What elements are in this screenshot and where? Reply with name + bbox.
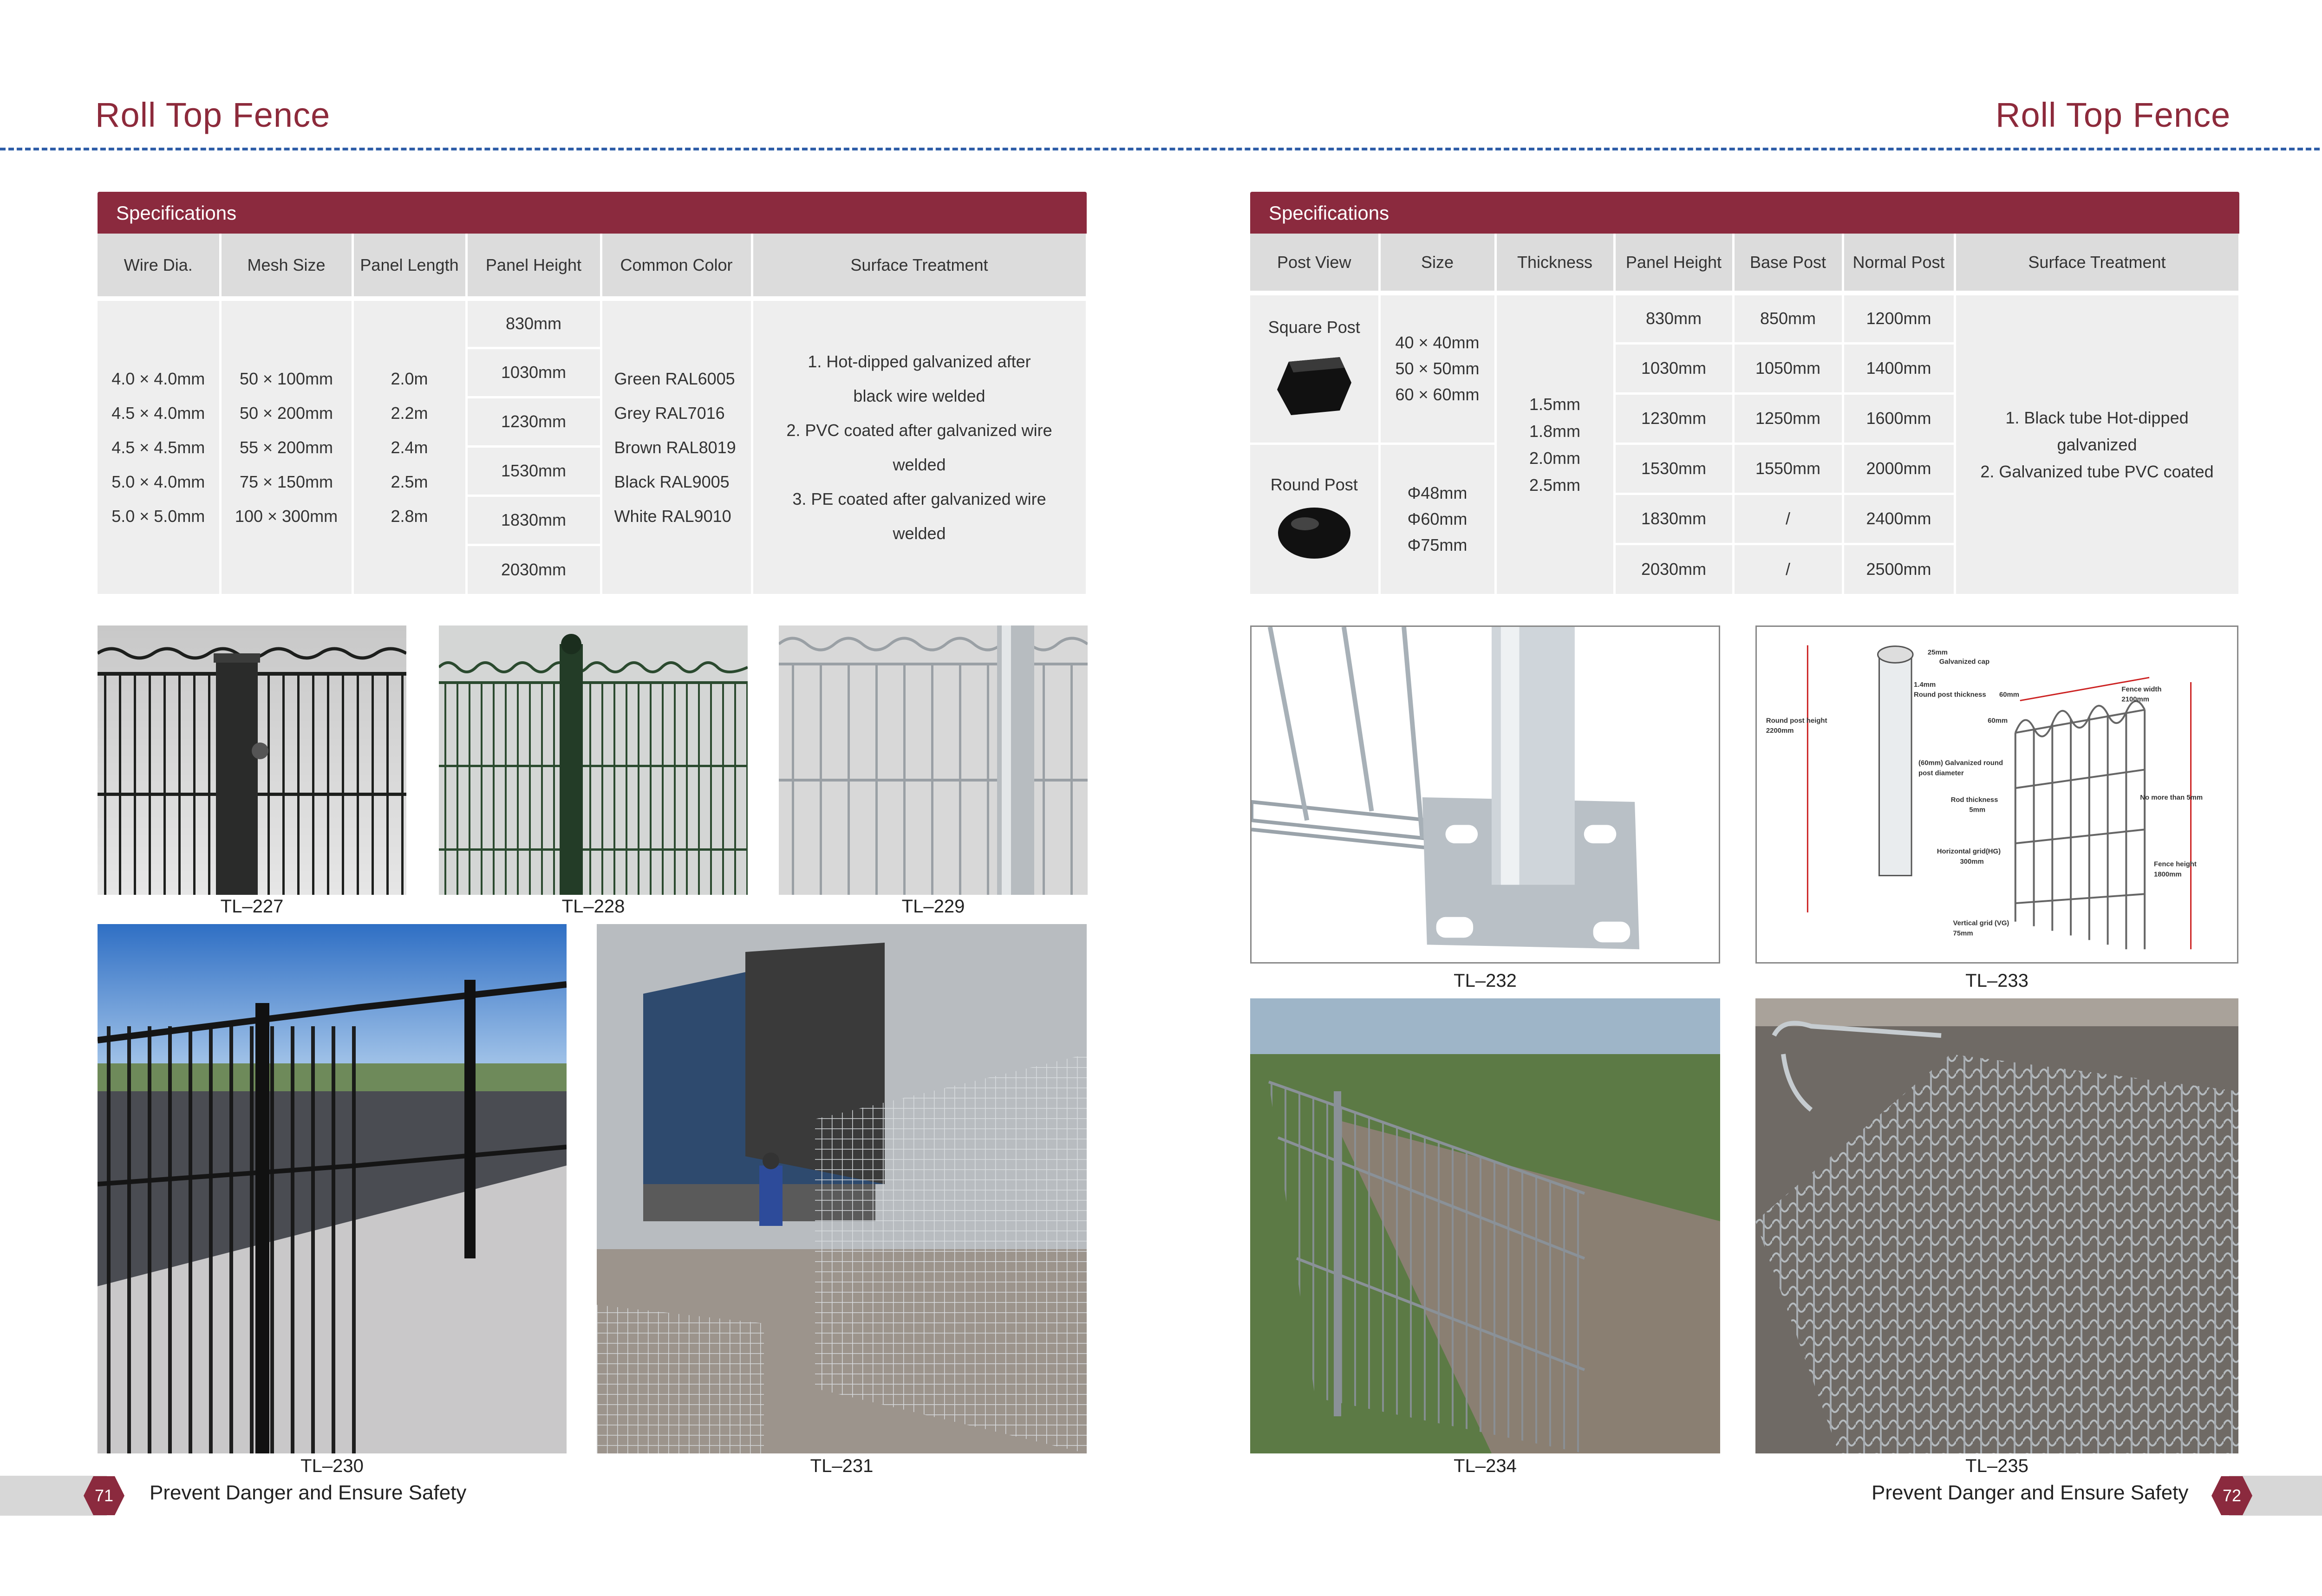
surface-treatment-line: welded [893, 455, 946, 474]
diagram-label: Fence width [2121, 685, 2162, 693]
base-post-value: 1250mm [1733, 393, 1843, 443]
panel-length-value: 2.4m [391, 437, 428, 457]
normal-post-value: 1200mm [1843, 293, 1955, 343]
panel-height-value: 830mm [466, 299, 601, 348]
panel-height-value: 1830mm [1614, 494, 1733, 544]
surface-treatment-line: 1. Black tube Hot-dipped [2005, 408, 2189, 427]
panel-length-value: 2.0m [391, 369, 428, 388]
common-color-value: Grey RAL7016 [614, 403, 725, 423]
fence-photo-tl231 [597, 924, 1087, 1453]
diagram-label: Horizontal grid(HG) [1937, 847, 2001, 855]
left-page-title: Roll Top Fence [95, 96, 331, 134]
caption-tl235: TL–235 [1965, 1456, 2028, 1476]
header-panel-height: Panel Height [1614, 234, 1733, 293]
square-size-cell [1379, 293, 1495, 443]
header-divider [0, 148, 2322, 150]
thickness-value: 2.5mm [1529, 475, 1581, 495]
square-post-label: Square Post [1268, 318, 1360, 337]
header-panel-length: Panel Length [352, 234, 466, 299]
caption-tl228: TL–228 [561, 896, 625, 917]
panel-height-value: 1830mm [466, 495, 601, 545]
common-color-value: Green RAL6005 [614, 369, 735, 388]
caption-tl230: TL–230 [300, 1456, 364, 1476]
header-mesh-size: Mesh Size [220, 234, 352, 299]
caption-tl227: TL–227 [220, 896, 284, 917]
diagram-label: post diameter [1918, 769, 1964, 777]
surface-treatment-line: 3. PE coated after galvanized wire [792, 489, 1046, 508]
mesh-size-value: 55 × 200mm [239, 437, 333, 457]
caption-tl229: TL–229 [901, 896, 965, 917]
left-footer-text: Prevent Danger and Ensure Safety [150, 1481, 467, 1504]
panel-height-value: 1030mm [1614, 343, 1733, 393]
round-size-value: Φ48mm [1407, 483, 1468, 503]
panel-length-cell [352, 299, 466, 594]
common-color-value: White RAL9010 [614, 506, 731, 526]
right-spec-header: Specifications [1250, 192, 2239, 234]
fence-photo-tl230 [98, 924, 567, 1453]
wire-dia-cell [98, 299, 220, 594]
panel-height-value: 1530mm [1614, 443, 1733, 494]
square-size-value: 50 × 50mm [1395, 359, 1480, 378]
header-panel-height: Panel Height [466, 234, 601, 299]
header-size: Size [1379, 234, 1495, 293]
diagram-label: Rod thickness [1950, 796, 1998, 804]
thickness-value: 2.0mm [1529, 448, 1581, 468]
square-size-value: 60 × 60mm [1395, 385, 1480, 404]
diagram-label: 1800mm [2154, 871, 2182, 879]
surface-treatment-line: black wire welded [853, 386, 985, 405]
normal-post-value: 2000mm [1843, 443, 1955, 494]
square-post-icon [1270, 345, 1358, 420]
caption-tl232: TL–232 [1454, 971, 1517, 991]
common-color-value: Brown RAL8019 [614, 437, 736, 457]
header-surface-treatment: Surface Treatment [752, 234, 1087, 299]
header-common-color: Common Color [601, 234, 752, 299]
round-post-icon [1272, 503, 1356, 563]
right-page-number [2211, 1474, 2253, 1517]
panel-height-value: 2030mm [466, 545, 601, 594]
diagram-label: 2200mm [1766, 727, 1794, 735]
wire-dia-value: 4.5 × 4.0mm [111, 403, 205, 423]
mesh-size-cell [220, 299, 352, 594]
normal-post-value: 2500mm [1843, 544, 1955, 594]
header-wire-dia: Wire Dia. [98, 234, 220, 299]
right-footer-text: Prevent Danger and Ensure Safety [1872, 1481, 2189, 1504]
surface-treatment-line: galvanized [2057, 435, 2137, 454]
thickness-cell [1495, 293, 1614, 594]
base-post-value: 1050mm [1733, 343, 1843, 393]
common-color-value: Black RAL9005 [614, 472, 730, 491]
caption-tl231: TL–231 [810, 1456, 874, 1476]
diagram-label: 25mm [1927, 649, 1948, 657]
thickness-value: 1.5mm [1529, 394, 1581, 414]
diagram-label: 5mm [1969, 806, 1986, 814]
diagram-label: Round post height [1766, 717, 1827, 725]
surface-treatment-line: welded [893, 523, 946, 543]
panel-length-value: 2.8m [391, 506, 428, 526]
fence-photo-tl228 [439, 625, 748, 895]
normal-post-value: 2400mm [1843, 494, 1955, 544]
diagram-label: (60mm) Galvanized round [1918, 759, 2003, 767]
header-thickness: Thickness [1495, 234, 1614, 293]
diagram-label: Vertical grid (VG) [1953, 919, 2009, 927]
header-post-view: Post View [1250, 234, 1379, 293]
panel-length-value: 2.2m [391, 403, 428, 423]
diagram-label: Round post thickness [1914, 691, 1986, 699]
round-post-cell [1250, 443, 1379, 594]
right-spec-table [1250, 234, 2241, 594]
round-size-cell [1379, 443, 1495, 594]
left-page-number [83, 1474, 125, 1517]
mesh-size-value: 50 × 200mm [239, 403, 333, 423]
common-color-cell [601, 299, 752, 594]
left-spec-header: Specifications [98, 192, 1087, 234]
base-post-value: 1550mm [1733, 443, 1843, 494]
diagram-label: 300mm [1960, 858, 1984, 866]
wire-dia-value: 5.0 × 4.0mm [111, 472, 205, 491]
panel-height-value: 2030mm [1614, 544, 1733, 594]
fence-photo-tl234 [1250, 998, 1720, 1453]
round-post-label: Round Post [1270, 475, 1358, 495]
diagram-label: 1.4mm [1914, 681, 1936, 689]
caption-tl234: TL–234 [1454, 1456, 1517, 1476]
fence-photo-tl227 [98, 625, 406, 895]
panel-height-value: 830mm [1614, 293, 1733, 343]
square-size-value: 40 × 40mm [1395, 333, 1480, 352]
diagram-label: 60mm [1988, 717, 2008, 725]
wire-dia-value: 4.5 × 4.5mm [111, 437, 205, 457]
square-post-cell [1250, 293, 1379, 443]
diagram-label: Fence height [2154, 860, 2197, 868]
right-page-title: Roll Top Fence [1996, 96, 2231, 134]
panel-height-value: 1230mm [1614, 393, 1733, 443]
diagram-label: 75mm [1953, 930, 1973, 938]
round-size-value: Φ60mm [1407, 509, 1468, 529]
base-post-value: / [1733, 494, 1843, 544]
header-normal-post: Normal Post [1843, 234, 1955, 293]
base-post-value: 850mm [1733, 293, 1843, 343]
normal-post-value: 1400mm [1843, 343, 1955, 393]
diagram-label: 2100mm [2121, 696, 2150, 704]
caption-tl233: TL–233 [1965, 971, 2028, 991]
panel-length-value: 2.5m [391, 472, 428, 491]
thickness-value: 1.8mm [1529, 421, 1581, 441]
diagram-label: No more than 5mm [2140, 794, 2203, 801]
surface-treatment-cell [1955, 293, 2239, 594]
panel-height-value: 1230mm [466, 397, 601, 446]
fence-photo-tl232 [1250, 625, 1720, 964]
panel-height-value: 1030mm [466, 348, 601, 397]
wire-dia-value: 4.0 × 4.0mm [111, 369, 205, 388]
wire-dia-value: 5.0 × 5.0mm [111, 506, 205, 526]
diagram-label: Galvanized cap [1939, 658, 1990, 666]
round-size-value: Φ75mm [1407, 535, 1468, 555]
base-post-value: / [1733, 544, 1843, 594]
surface-treatment-cell [752, 299, 1087, 594]
mesh-size-value: 75 × 150mm [239, 472, 333, 491]
normal-post-value: 1600mm [1843, 393, 1955, 443]
left-page-number-text: 71 [94, 1486, 114, 1505]
panel-height-value: 1530mm [466, 446, 601, 495]
right-page-number-text: 72 [2222, 1486, 2242, 1505]
mesh-size-value: 50 × 100mm [239, 369, 333, 388]
surface-treatment-line: 1. Hot-dipped galvanized after [808, 352, 1031, 371]
surface-treatment-line: 2. Galvanized tube PVC coated [1980, 462, 2214, 481]
fence-photo-tl235 [1755, 998, 2238, 1453]
diagram-label: 60mm [1999, 691, 2020, 699]
surface-treatment-line: 2. PVC coated after galvanized wire [786, 420, 1052, 440]
mesh-size-value: 100 × 300mm [235, 506, 338, 526]
fence-photo-tl229 [779, 625, 1088, 895]
header-surface-treatment: Surface Treatment [1955, 234, 2239, 293]
header-base-post: Base Post [1733, 234, 1843, 293]
fence-diagram-tl233 [1755, 625, 2238, 964]
left-spec-table [98, 234, 1088, 594]
